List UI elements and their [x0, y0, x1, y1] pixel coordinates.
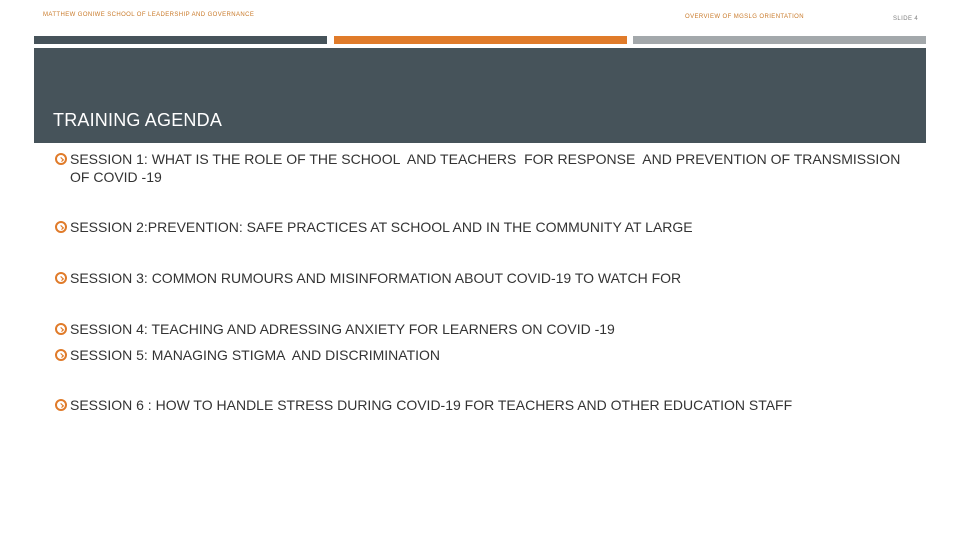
agenda-item-label: SESSION 4: TEACHING AND ADRESSING ANXIETY FOR LEARNERS ON COVID -19: [70, 321, 615, 337]
header-presentation-title: OVERVIEW OF MGSLG ORIENTATION: [685, 14, 804, 20]
agenda-item-label: SESSION 2:PREVENTION: SAFE PRACTICES AT SCHOOL AND IN THE COMMUNITY AT LARGE: [70, 219, 693, 235]
header-bar-orange: [334, 36, 627, 44]
agenda-item: [55, 396, 915, 414]
agenda-item: [55, 218, 915, 236]
circle-check-icon: [55, 153, 67, 165]
circle-check-icon: [55, 349, 67, 361]
agenda-item-label: SESSION 3: COMMON RUMOURS AND MISINFORMATION ABOUT COVID-19 TO WATCH FOR: [70, 270, 682, 286]
title-band: [34, 48, 926, 143]
agenda-item-label: SESSION 5: MANAGING STIGMA AND DISCRIMINATION: [70, 347, 441, 363]
slide-number: SLIDE 4: [893, 16, 919, 22]
circle-check-icon: [55, 399, 67, 411]
header-bar-gray: [633, 36, 926, 44]
slide-title: TRAINING AGENDA: [53, 110, 223, 130]
circle-check-icon: [55, 272, 67, 284]
circle-check-icon: [55, 221, 67, 233]
agenda-item-label: SESSION 1: WHAT IS THE ROLE OF THE SCHOOL AND TEACHERS FOR RESPONSE AND PREVENTION OF TRANSMISSION OF COVID -19: [70, 151, 905, 185]
agenda-item-label: SESSION 6 : HOW TO HANDLE STRESS DURING COVID-19 FOR TEACHERS AND OTHER EDUCATION STAFF: [70, 397, 793, 413]
header-bar-dark: [34, 36, 327, 44]
agenda-item: [55, 150, 915, 186]
header-school-name: MATTHEW GONIWE SCHOOL OF LEADERSHIP AND GOVERNANCE: [43, 12, 255, 18]
circle-check-icon: [55, 323, 67, 335]
agenda-item: [55, 320, 915, 338]
agenda-item: [55, 269, 915, 287]
agenda-item: [55, 346, 915, 364]
